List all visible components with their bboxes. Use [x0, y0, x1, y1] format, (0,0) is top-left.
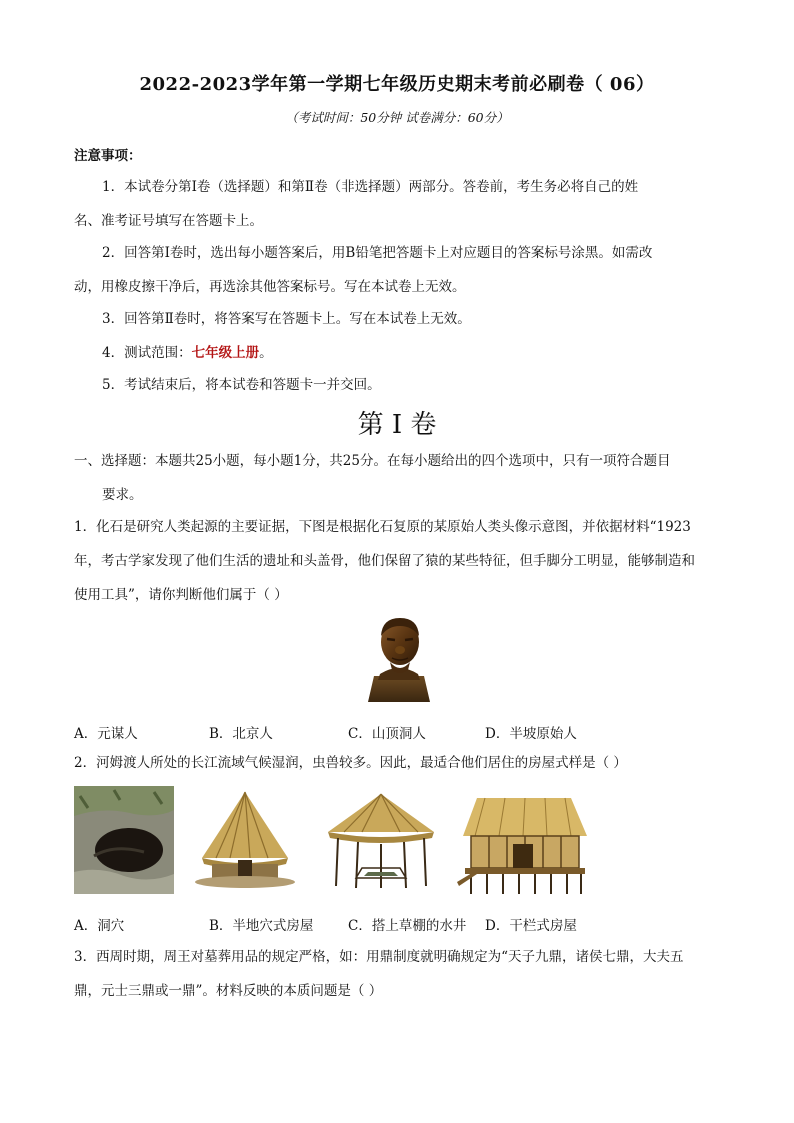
stilt-house-image [455, 790, 593, 896]
exam-subtitle: （考试时间：50分钟 试卷满分：60分） [285, 110, 509, 125]
note-item-1-line-1: 1．本试卷分第Ⅰ卷（选择题）和第Ⅱ卷（非选择题）两部分。答卷前，考生务必将自己的姓 [102, 179, 639, 195]
note-item-2-line-2: 动，用橡皮擦干净后，再选涂其他答案标号。写在本试卷上无效。 [74, 279, 466, 295]
q1-option-c[interactable]: C．山顶洞人 [348, 726, 426, 742]
question-3-line-1: 3．西周时期，周王对墓葬用品的规定严格，如：用鼎制度就明确规定为“天子九鼎，诸侯七鼎，大夫五 [74, 949, 684, 965]
q1-option-b[interactable]: B．北京人 [209, 726, 273, 742]
question-2-line-1: 2．河姆渡人所处的长江流域气候湿润，虫兽较多。因此，最适合他们居住的房屋式样是（ ） [74, 755, 627, 771]
note-item-1 [74, 170, 724, 238]
q2-option-a[interactable]: A．洞穴 [74, 918, 125, 934]
q1-option-d[interactable]: D．半坡原始人 [485, 726, 577, 742]
question-3-line-2: 鼎，元士三鼎或一鼎”。材料反映的本质问题是（ ） [74, 983, 383, 999]
section-line-2: 要求。 [102, 487, 143, 503]
note-item-2 [74, 236, 724, 304]
exam-title: 2022-2023学年第一学期七年级历史期末考前必刷卷（ 06） [139, 74, 655, 95]
q2-option-c[interactable]: C．搭上草棚的水井 [348, 918, 467, 934]
notes-heading: 注意事项： [74, 148, 142, 164]
note-item-4 [74, 336, 724, 370]
question-1-line-3: 使用工具”，请你判断他们属于（ ） [74, 587, 288, 603]
note-item-4-prefix: 4．测试范围： [102, 345, 192, 361]
test-scope-highlight: 七年级上册 [191, 345, 260, 361]
note-item-3-text: 3．回答第Ⅱ卷时，将答案写在答题卡上。写在本试卷上无效。 [102, 311, 471, 327]
primitive-human-bust-image [360, 612, 438, 706]
note-item-3 [74, 302, 724, 336]
thatched-well-image [322, 788, 440, 894]
note-item-5 [74, 368, 724, 402]
question-3 [74, 940, 724, 1008]
note-item-4-suffix: 。 [259, 345, 273, 361]
question-1-line-2: 年，考古学家发现了他们生活的遗址和头盖骨，他们保留了猿的某些特征，但手脚分工明显，能够制造和 [74, 553, 695, 569]
note-item-1-line-2: 名、准考证号填写在答题卡上。 [74, 213, 263, 229]
cave-image [74, 786, 174, 894]
section-line-1: 一、选择题：本题共25小题，每小题1分，共25分。在每小题给出的四个选项中，只有一项符合题目 [74, 453, 671, 469]
question-2 [74, 746, 724, 780]
question-1-line-1: 1．化石是研究人类起源的主要证据，下图是根据化石复原的某原始人类头像示意图，并依据材料“1923 [74, 519, 691, 535]
q2-option-d[interactable]: D．干栏式房屋 [485, 918, 577, 934]
section-instructions [74, 444, 724, 512]
note-item-2-line-1: 2．回答第Ⅰ卷时，选出每小题答案后，用B铅笔把答题卡上对应题目的答案标号涂黑。如需改 [102, 245, 653, 261]
q2-option-b[interactable]: B．半地穴式房屋 [209, 918, 314, 934]
q1-option-a[interactable]: A．元谋人 [74, 726, 138, 742]
volume-title: 第 I 卷 [357, 410, 437, 440]
note-item-5-text: 5．考试结束后，将本试卷和答题卡一并交回。 [102, 377, 381, 393]
semi-subterranean-house-image [190, 786, 300, 894]
question-1 [74, 510, 724, 612]
